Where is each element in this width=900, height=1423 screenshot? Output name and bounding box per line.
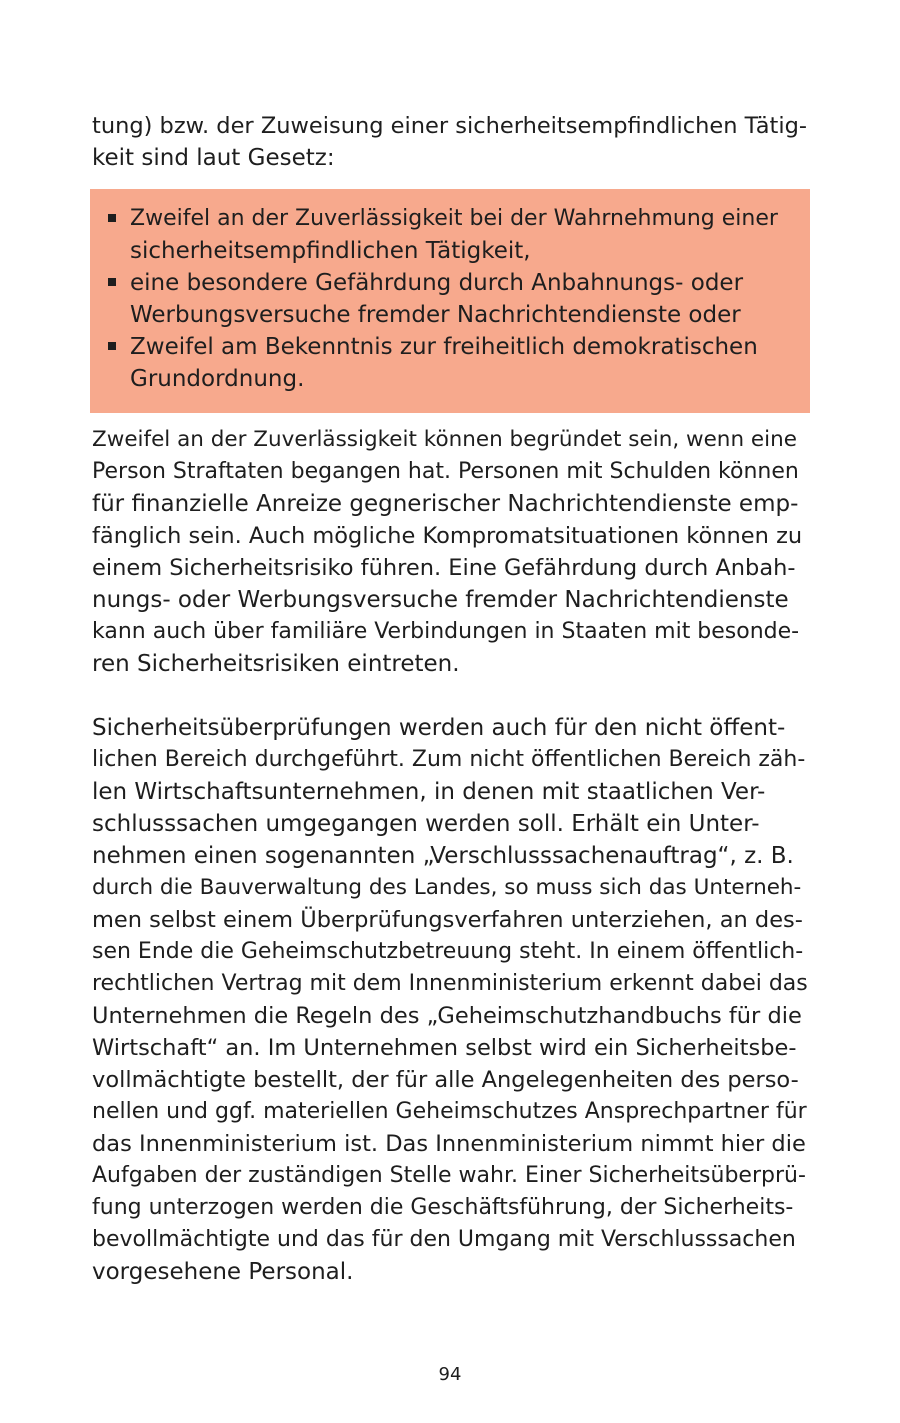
text-line: fung unterzogen werden die Geschäftsführung, der Sicherheits- <box>92 1195 794 1220</box>
text-line: Werbungsversuche fremder Nachrichtendienste oder <box>130 302 741 328</box>
highlight-box <box>90 189 810 413</box>
text-line: das Innenministerium ist. Das Innenministerium nimmt hier die <box>92 1131 806 1157</box>
page-number: 94 <box>438 1364 462 1385</box>
text-line: vollmächtigte bestellt, der für alle Angelegenheiten des perso- <box>92 1067 799 1093</box>
text-line: durch die Bauverwaltung des Landes, so muss sich das Unterneh- <box>92 875 802 900</box>
text-line: Grundordnung. <box>130 366 305 392</box>
text-line: kann auch über familiäre Verbindungen in Staaten mit besonde- <box>92 619 800 644</box>
text-line: Zweifel an der Zuverlässigkeit können begründet sein, wenn eine <box>92 427 797 452</box>
text-line: nehmen einen sogenannten „Verschlusssachenauftrag“, z. B. <box>92 843 794 869</box>
body-paragraph-2 <box>92 712 808 1288</box>
text-line: Zweifel am Bekenntnis zur freiheitlich demokratischen <box>130 334 758 360</box>
criteria-list <box>108 203 790 395</box>
text-line: fänglich sein. Auch mögliche Kompromatsituationen können zu <box>92 523 803 549</box>
list-item <box>108 331 790 395</box>
square-bullet-icon <box>108 278 116 286</box>
text-line: rechtlichen Vertrag mit dem Innenministerium erkennt dabei das <box>92 971 808 996</box>
square-bullet-icon <box>108 342 116 350</box>
text-line: Person Straftaten begangen hat. Personen mit Schulden können <box>92 459 799 484</box>
text-line: Wirtschaft“ an. Im Unternehmen selbst wird ein Sicherheitsbe- <box>92 1035 797 1061</box>
text-line: sicherheitsempfindlichen Tätigkeit, <box>130 238 531 264</box>
text-line: lichen Bereich durchgeführt. Zum nicht öffentlichen Bereich zäh- <box>92 747 806 772</box>
text-line: einem Sicherheitsrisiko führen. Eine Gefährdung durch Anbah- <box>92 555 796 581</box>
text-line: keit sind laut Gesetz: <box>92 145 335 171</box>
text-line: len Wirtschaftsunternehmen, in denen mit staatlichen Ver- <box>92 779 766 805</box>
text-line: eine besondere Gefährdung durch Anbahnungs- oder <box>130 270 744 296</box>
text-line: schlusssachen umgegangen werden soll. Erhält ein Unter- <box>92 811 760 837</box>
body-paragraph-1 <box>92 424 808 680</box>
text-line: Unternehmen die Regeln des „Geheimschutzhandbuchs für die <box>92 1003 802 1029</box>
text-line: ren Sicherheitsrisiken eintreten. <box>92 651 460 677</box>
text-line: Aufgaben der zuständigen Stelle wahr. Einer Sicherheitsüberprü- <box>92 1163 806 1188</box>
text-line: tung) bzw. der Zuweisung einer sicherheitsempfindlichen Tätig- <box>92 113 807 139</box>
text-line: nellen und ggf. materiellen Geheimschutzes Ansprechpartner für <box>92 1099 807 1124</box>
text-line: sen Ende die Geheimschutzbetreuung steht. In einem öffentlich- <box>92 939 804 964</box>
text-line: Sicherheitsüberprüfungen werden auch für den nicht öffent- <box>92 715 786 741</box>
square-bullet-icon <box>108 214 116 222</box>
text-line: für finanzielle Anreize gegnerischer Nachrichtendienste emp- <box>92 491 799 517</box>
text-line: Zweifel an der Zuverlässigkeit bei der Wahrnehmung einer <box>130 206 778 231</box>
text-line: vorgesehene Personal. <box>92 1259 354 1285</box>
list-item <box>108 203 790 267</box>
lead-paragraph <box>92 110 808 174</box>
text-line: nungs- oder Werbungsversuche fremder Nachrichtendienste <box>92 587 789 613</box>
text-line: men selbst einem Überprüfungsverfahren unterziehen, an des- <box>92 907 803 933</box>
list-item <box>108 267 790 331</box>
text-line: bevollmächtigte und das für den Umgang mit Verschlusssachen <box>92 1227 796 1252</box>
